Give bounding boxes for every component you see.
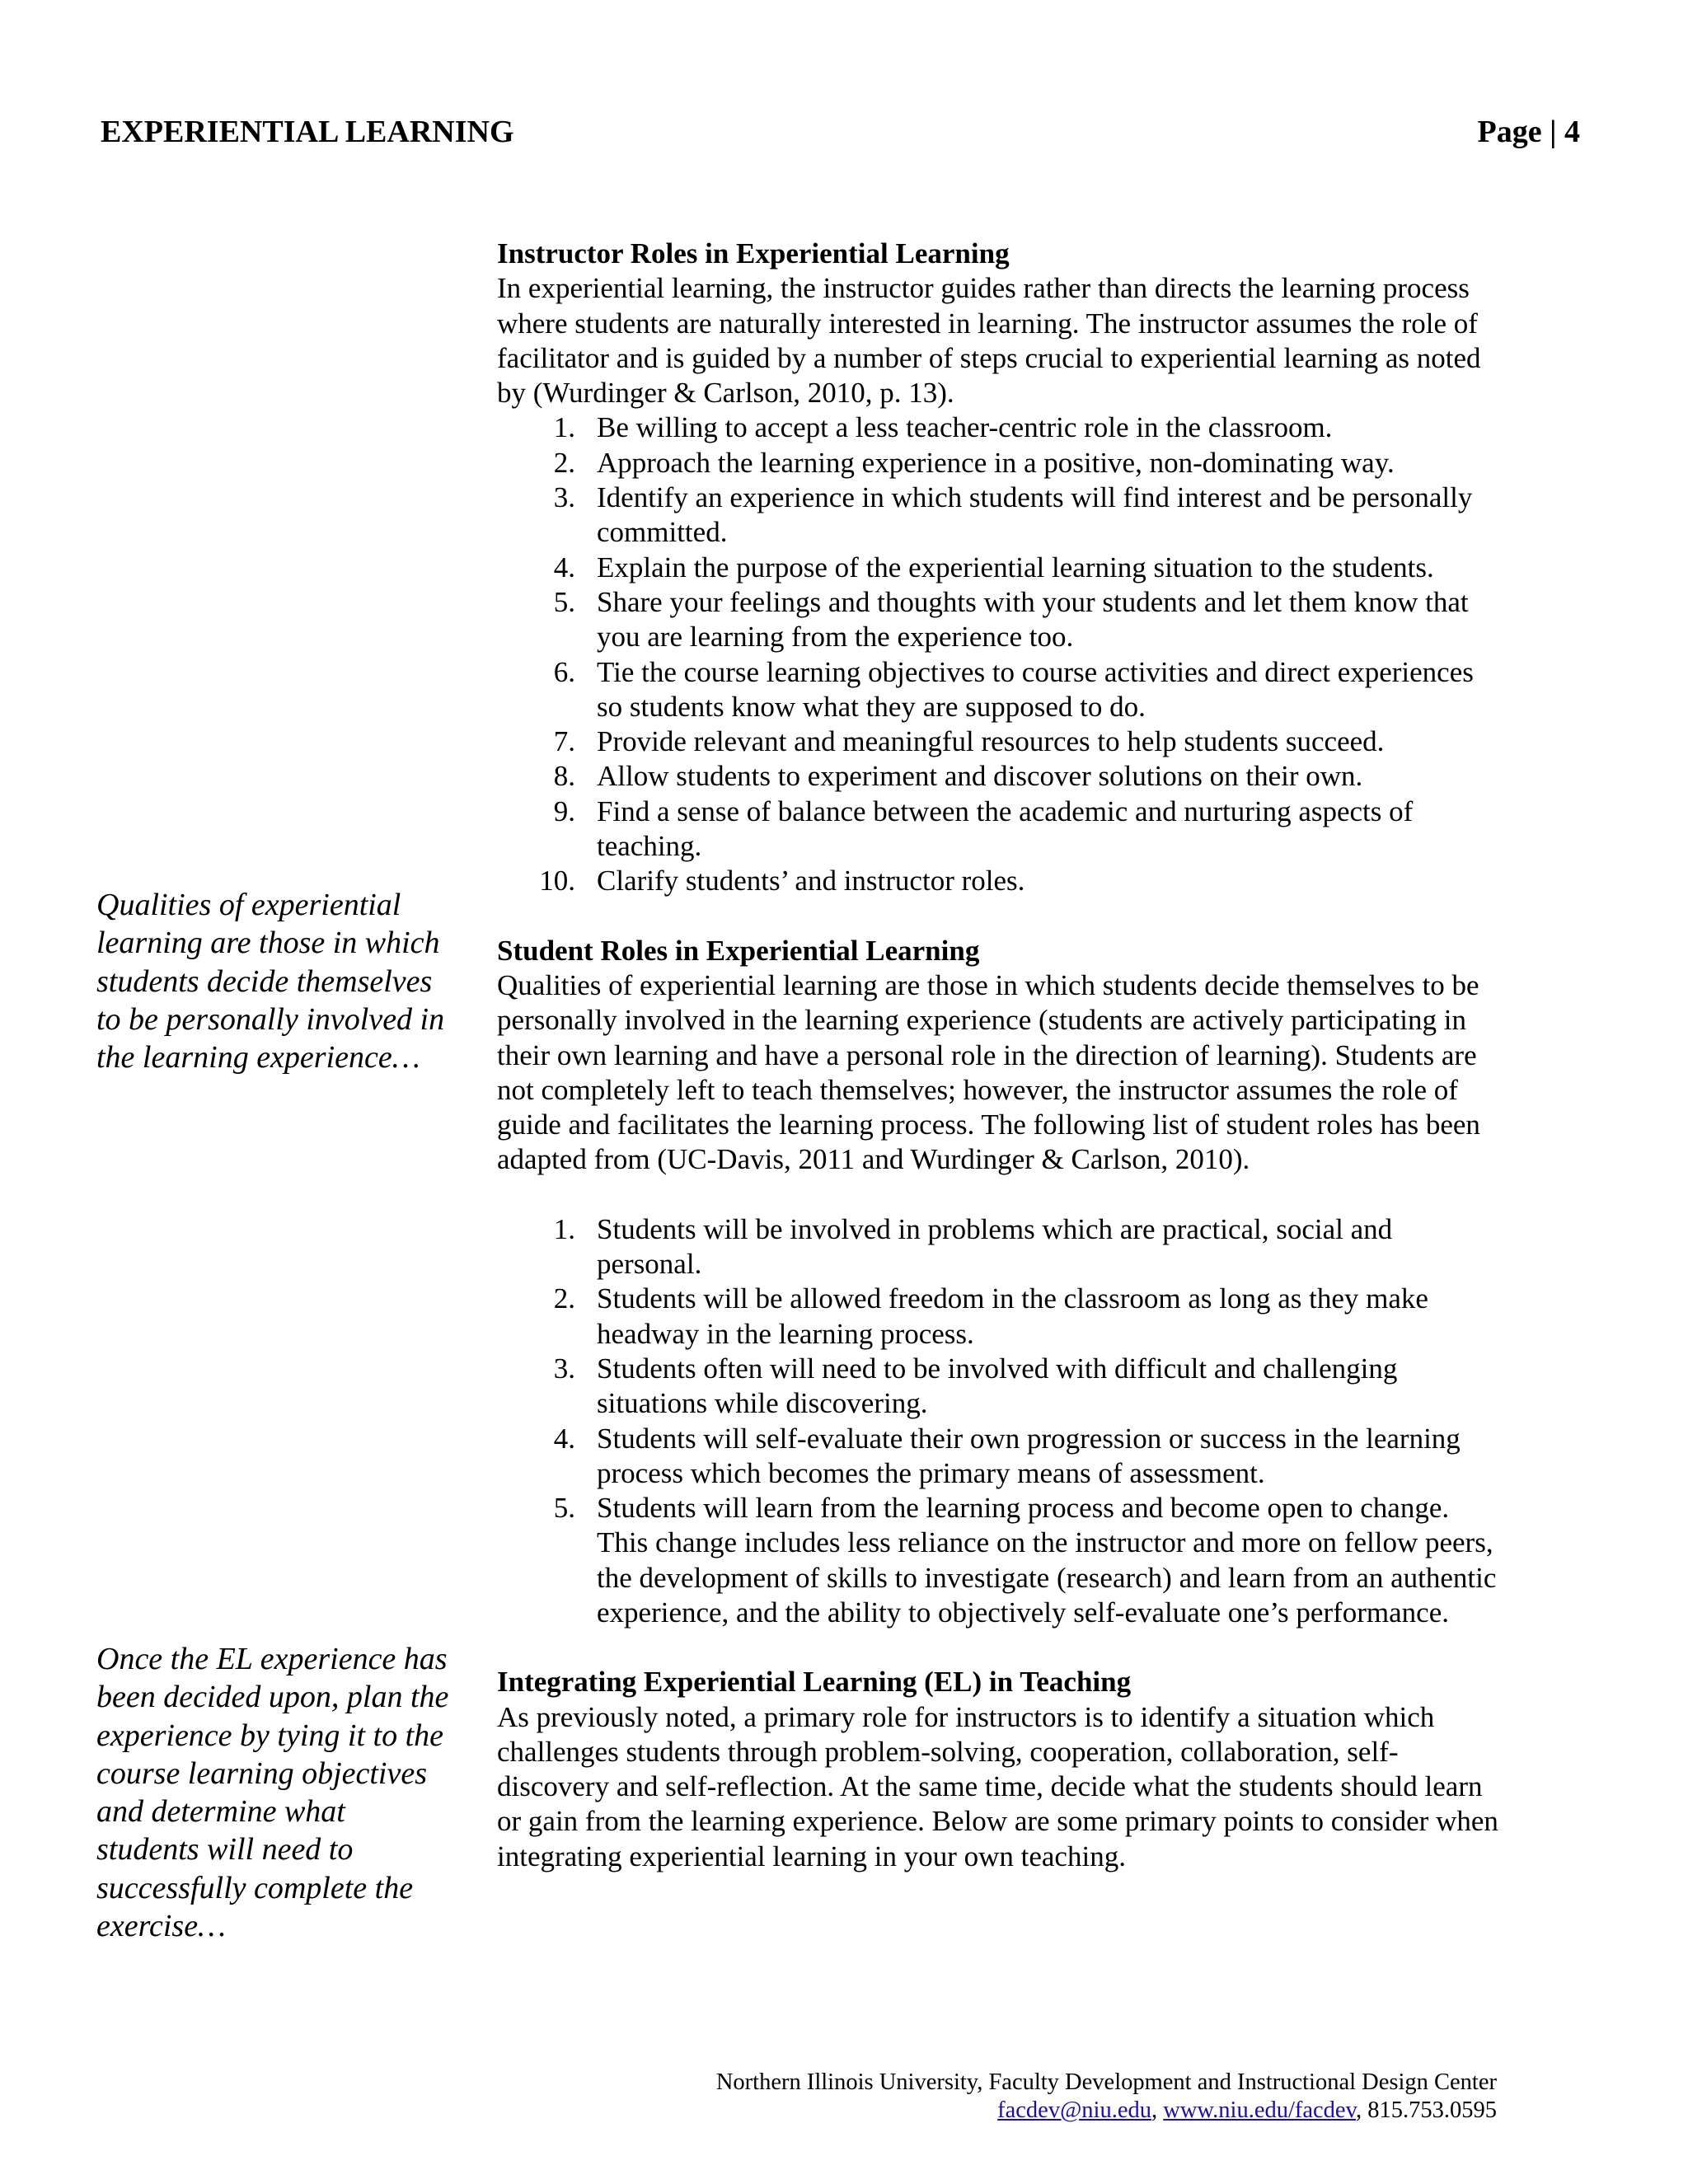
list-number: 6. bbox=[553, 655, 575, 688]
list-item bbox=[497, 410, 1498, 445]
list-text: Clarify students’ and instructor roles. bbox=[597, 865, 1025, 898]
page-number: Page | 4 bbox=[1477, 115, 1580, 149]
list-item bbox=[497, 794, 1498, 865]
list-number: 3. bbox=[553, 481, 575, 514]
list-text: Explain the purpose of the experiential learning situation to the students. bbox=[597, 551, 1434, 583]
list-text: Share your feelings and thoughts with your students and let them know that you are learning from the experience too. bbox=[597, 585, 1469, 654]
list-number: 5. bbox=[553, 1492, 575, 1525]
list-number: 2. bbox=[553, 446, 575, 479]
sidebar-pull-quote-1: Qualities of experiential learning are those in which students decide themselves to be personally involved in the learning experience… bbox=[96, 888, 445, 1076]
footer-separator: , bbox=[1356, 2097, 1368, 2123]
list-text: Students will self-evaluate their own progression or success in the learning process which becomes the primary means of assessment. bbox=[597, 1422, 1461, 1489]
list-number: 8. bbox=[553, 760, 575, 793]
list-number: 9. bbox=[553, 794, 575, 827]
section-body: As previously noted, a primary role for instructors is to identify a situation which challenges students through problem-solving, cooperation, collaboration, self-discovery and self-reflection. At the same time, decide what the students should learn or gain from the learning experience. Below are some primary points to consider when integrating experiential learning in your own teaching. bbox=[497, 1700, 1498, 1872]
student-roles-list bbox=[497, 1212, 1498, 1631]
footer-institution: Northern Illinois University, Faculty Development and Instructional Design Center bbox=[715, 2069, 1497, 2095]
list-item bbox=[497, 864, 1498, 898]
phone-number: 815.753.0595 bbox=[1367, 2097, 1497, 2123]
list-number: 3. bbox=[553, 1352, 575, 1385]
list-item bbox=[497, 551, 1498, 585]
section-heading: Student Roles in Experiential Learning bbox=[497, 934, 980, 967]
list-item bbox=[497, 1282, 1498, 1352]
main-content bbox=[497, 237, 1498, 1874]
list-item bbox=[497, 724, 1498, 759]
list-text: Students will be involved in problems which are practical, social and personal. bbox=[597, 1212, 1393, 1281]
list-text: Students will be allowed freedom in the classroom as long as they make headway in the learning process. bbox=[597, 1282, 1428, 1350]
list-number: 10. bbox=[539, 865, 575, 898]
footer-contact bbox=[716, 2097, 1497, 2125]
list-number: 4. bbox=[553, 1422, 575, 1455]
list-text: Find a sense of balance between the academic and nurturing aspects of teaching. bbox=[597, 794, 1414, 863]
list-text: Approach the learning experience in a positive, non-dominating way. bbox=[597, 446, 1395, 479]
list-number: 7. bbox=[553, 725, 575, 758]
list-item bbox=[497, 1352, 1498, 1422]
instructor-roles-section bbox=[497, 237, 1498, 899]
website-link[interactable]: www.niu.edu/facdev bbox=[1163, 2097, 1356, 2123]
student-roles-section bbox=[497, 934, 1498, 1631]
list-item bbox=[497, 1422, 1498, 1492]
list-item bbox=[497, 655, 1498, 725]
section-heading: Integrating Experiential Learning (EL) in Teaching bbox=[497, 1666, 1132, 1699]
list-item bbox=[497, 1212, 1498, 1282]
list-text: Students often will need to be involved with difficult and challenging situations while discovering. bbox=[597, 1352, 1398, 1420]
list-item bbox=[497, 446, 1498, 480]
list-item bbox=[497, 1491, 1498, 1630]
list-item bbox=[497, 480, 1498, 551]
list-item bbox=[497, 585, 1498, 655]
list-number: 2. bbox=[553, 1282, 575, 1315]
list-number: 1. bbox=[553, 411, 575, 444]
list-text: Provide relevant and meaningful resources to help students succeed. bbox=[597, 725, 1385, 758]
list-text: Allow students to experiment and discover solutions on their own. bbox=[597, 760, 1363, 793]
list-text: Tie the course learning objectives to course activities and direct experiences so students know what they are supposed to do. bbox=[597, 655, 1474, 723]
page-footer bbox=[716, 2069, 1497, 2125]
integrating-el-section bbox=[497, 1665, 1498, 1874]
list-number: 5. bbox=[553, 585, 575, 618]
section-intro: Qualities of experiential learning are those in which students decide themselves to be personally involved in the learning experience (students are actively participating in their own learning and have a personal role in the direction of learning). Students are not completely left to teach themselves; however, the instructor assumes the role of guide and facilitates the learning process. The following list of student roles has been adapted from (UC-Davis, 2011 and Wurdinger & Carlson, 2010). bbox=[497, 968, 1480, 1176]
section-heading: Instructor Roles in Experiential Learning bbox=[497, 237, 1010, 269]
list-text: Be willing to accept a less teacher-centric role in the classroom. bbox=[597, 411, 1333, 444]
section-intro: In experiential learning, the instructor guides rather than directs the learning process where students are naturally interested in learning. The instructor assumes the role of facilitator and is guided by a number of steps crucial to experiential learning as noted by (Wurdinger & Carlson, 2010, p. 13). bbox=[497, 272, 1481, 410]
sidebar-pull-quote-2: Once the EL experience has been decided upon, plan the experience by tying it to the course learning objectives and determine what students will need to successfully complete the exercise… bbox=[96, 1642, 449, 1944]
list-item bbox=[497, 759, 1498, 794]
list-number: 4. bbox=[553, 551, 575, 583]
list-text: Students will learn from the learning process and become open to change. This change includes less reliance on the instructor and more on fellow peers, the development of skills to investigate (research) and learn from an authentic experience, and the ability to objectively self-evaluate one’s performance. bbox=[597, 1492, 1497, 1629]
list-text: Identify an experience in which students will find interest and be personally committed. bbox=[597, 481, 1473, 549]
list-number: 1. bbox=[553, 1212, 575, 1245]
footer-separator: , bbox=[1151, 2097, 1164, 2123]
document-title: EXPERIENTIAL LEARNING bbox=[101, 115, 514, 149]
instructor-roles-list bbox=[497, 410, 1498, 898]
email-link[interactable]: facdev@niu.edu bbox=[997, 2097, 1152, 2123]
